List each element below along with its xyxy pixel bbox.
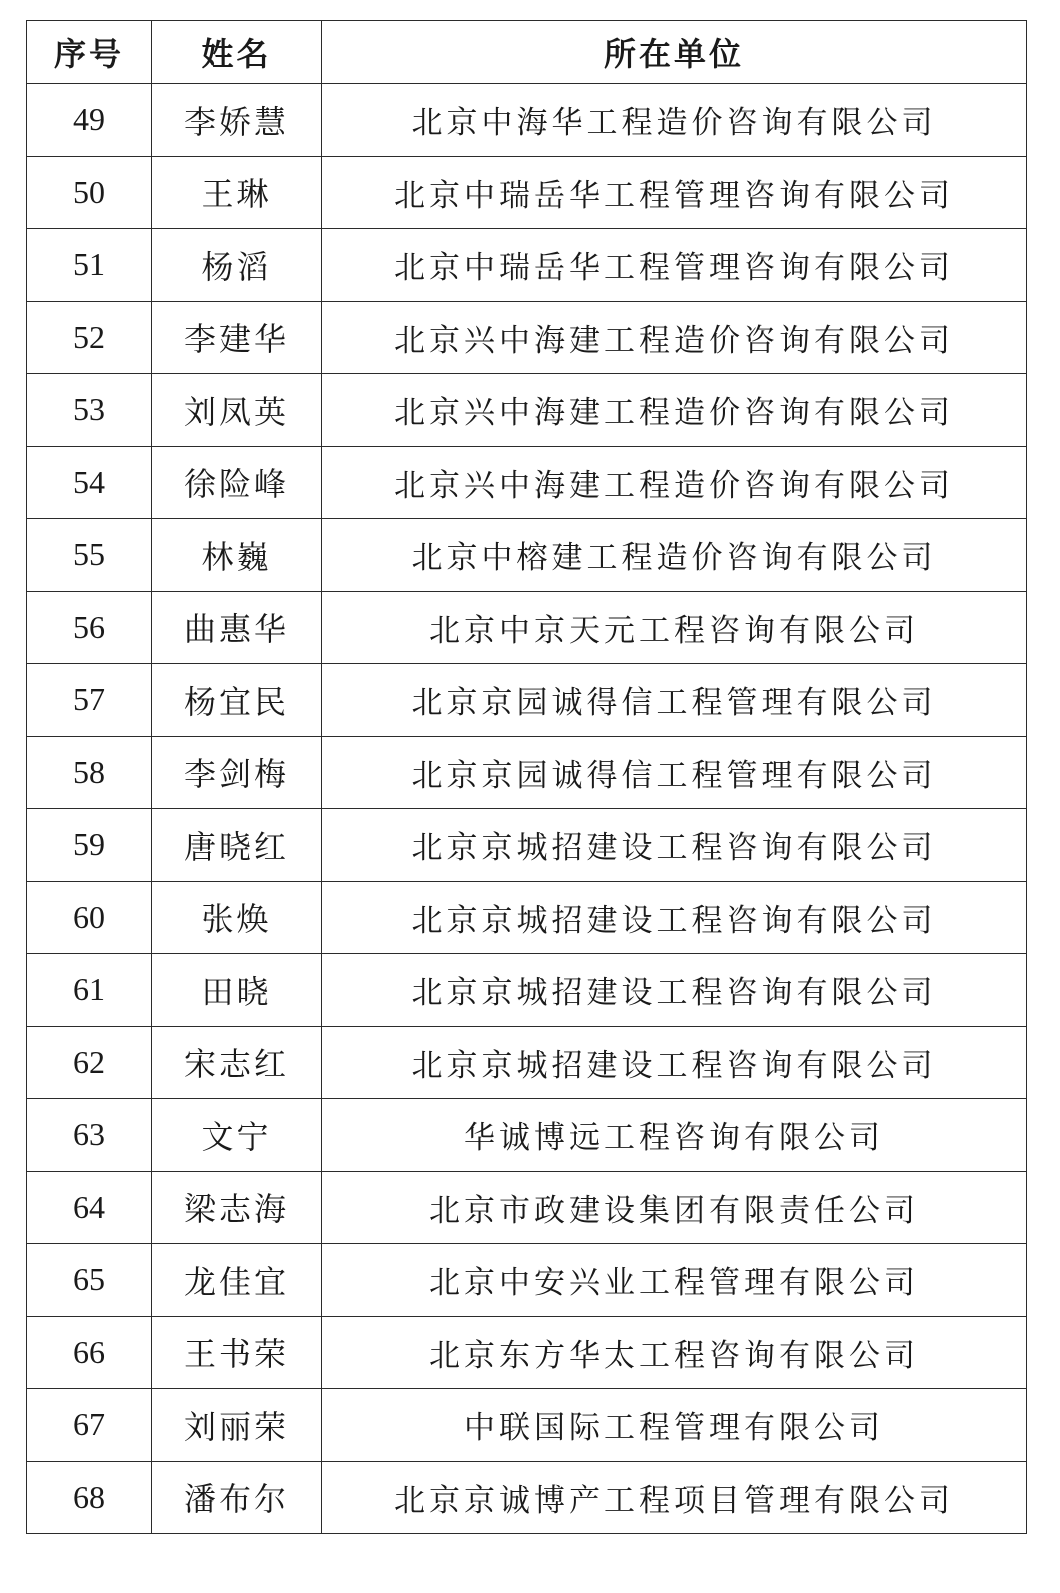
name-cell: 刘丽荣 — [152, 1389, 322, 1462]
name-cell: 曲惠华 — [152, 591, 322, 664]
table-row — [27, 736, 1027, 809]
table-row — [27, 1099, 1027, 1172]
seq-cell: 66 — [27, 1316, 152, 1389]
table-row — [27, 809, 1027, 882]
unit-cell: 中联国际工程管理有限公司 — [322, 1389, 1027, 1462]
table-row — [27, 664, 1027, 737]
unit-cell: 北京中海华工程造价咨询有限公司 — [322, 84, 1027, 157]
seq-cell: 54 — [27, 446, 152, 519]
personnel-table — [26, 20, 1027, 1534]
table-row — [27, 1316, 1027, 1389]
name-cell: 刘凤英 — [152, 374, 322, 447]
unit-cell: 北京兴中海建工程造价咨询有限公司 — [322, 374, 1027, 447]
table-row — [27, 1171, 1027, 1244]
name-cell: 唐晓红 — [152, 809, 322, 882]
name-cell: 李娇慧 — [152, 84, 322, 157]
unit-cell: 北京京城招建设工程咨询有限公司 — [322, 1026, 1027, 1099]
seq-cell: 64 — [27, 1171, 152, 1244]
table-row — [27, 84, 1027, 157]
table-row — [27, 301, 1027, 374]
table-row — [27, 1461, 1027, 1534]
header-unit: 所在单位 — [322, 21, 1027, 84]
unit-cell: 北京京诚博产工程项目管理有限公司 — [322, 1461, 1027, 1534]
table-row — [27, 1244, 1027, 1317]
name-cell: 潘布尔 — [152, 1461, 322, 1534]
seq-cell: 50 — [27, 156, 152, 229]
table-row — [27, 1026, 1027, 1099]
unit-cell: 北京京城招建设工程咨询有限公司 — [322, 881, 1027, 954]
unit-cell: 北京东方华太工程咨询有限公司 — [322, 1316, 1027, 1389]
header-seq: 序号 — [27, 21, 152, 84]
name-cell: 林巍 — [152, 519, 322, 592]
name-cell: 王书荣 — [152, 1316, 322, 1389]
table-row — [27, 591, 1027, 664]
seq-cell: 55 — [27, 519, 152, 592]
seq-cell: 60 — [27, 881, 152, 954]
name-cell: 徐险峰 — [152, 446, 322, 519]
name-cell: 李剑梅 — [152, 736, 322, 809]
table-body — [27, 84, 1027, 1534]
seq-cell: 52 — [27, 301, 152, 374]
unit-cell: 北京兴中海建工程造价咨询有限公司 — [322, 446, 1027, 519]
name-cell: 田晓 — [152, 954, 322, 1027]
table-row — [27, 1389, 1027, 1462]
unit-cell: 北京中榕建工程造价咨询有限公司 — [322, 519, 1027, 592]
seq-cell: 59 — [27, 809, 152, 882]
table-row — [27, 881, 1027, 954]
name-cell: 李建华 — [152, 301, 322, 374]
table-row — [27, 519, 1027, 592]
name-cell: 杨滔 — [152, 229, 322, 302]
unit-cell: 北京中瑞岳华工程管理咨询有限公司 — [322, 229, 1027, 302]
table-row — [27, 954, 1027, 1027]
seq-cell: 68 — [27, 1461, 152, 1534]
unit-cell: 北京中京天元工程咨询有限公司 — [322, 591, 1027, 664]
seq-cell: 61 — [27, 954, 152, 1027]
name-cell: 龙佳宜 — [152, 1244, 322, 1317]
name-cell: 张焕 — [152, 881, 322, 954]
unit-cell: 北京市政建设集团有限责任公司 — [322, 1171, 1027, 1244]
seq-cell: 58 — [27, 736, 152, 809]
table-header — [27, 21, 1027, 84]
name-cell: 文宁 — [152, 1099, 322, 1172]
unit-cell: 北京兴中海建工程造价咨询有限公司 — [322, 301, 1027, 374]
unit-cell: 北京京园诚得信工程管理有限公司 — [322, 736, 1027, 809]
header-name: 姓名 — [152, 21, 322, 84]
table-row — [27, 156, 1027, 229]
unit-cell: 华诚博远工程咨询有限公司 — [322, 1099, 1027, 1172]
unit-cell: 北京京园诚得信工程管理有限公司 — [322, 664, 1027, 737]
seq-cell: 67 — [27, 1389, 152, 1462]
table-row — [27, 446, 1027, 519]
seq-cell: 53 — [27, 374, 152, 447]
seq-cell: 51 — [27, 229, 152, 302]
seq-cell: 63 — [27, 1099, 152, 1172]
unit-cell: 北京京城招建设工程咨询有限公司 — [322, 954, 1027, 1027]
unit-cell: 北京中瑞岳华工程管理咨询有限公司 — [322, 156, 1027, 229]
table-row — [27, 374, 1027, 447]
table-row — [27, 229, 1027, 302]
seq-cell: 65 — [27, 1244, 152, 1317]
name-cell: 宋志红 — [152, 1026, 322, 1099]
unit-cell: 北京中安兴业工程管理有限公司 — [322, 1244, 1027, 1317]
name-cell: 杨宜民 — [152, 664, 322, 737]
header-row — [27, 21, 1027, 84]
name-cell: 王琳 — [152, 156, 322, 229]
seq-cell: 56 — [27, 591, 152, 664]
seq-cell: 57 — [27, 664, 152, 737]
seq-cell: 49 — [27, 84, 152, 157]
name-cell: 梁志海 — [152, 1171, 322, 1244]
seq-cell: 62 — [27, 1026, 152, 1099]
unit-cell: 北京京城招建设工程咨询有限公司 — [322, 809, 1027, 882]
